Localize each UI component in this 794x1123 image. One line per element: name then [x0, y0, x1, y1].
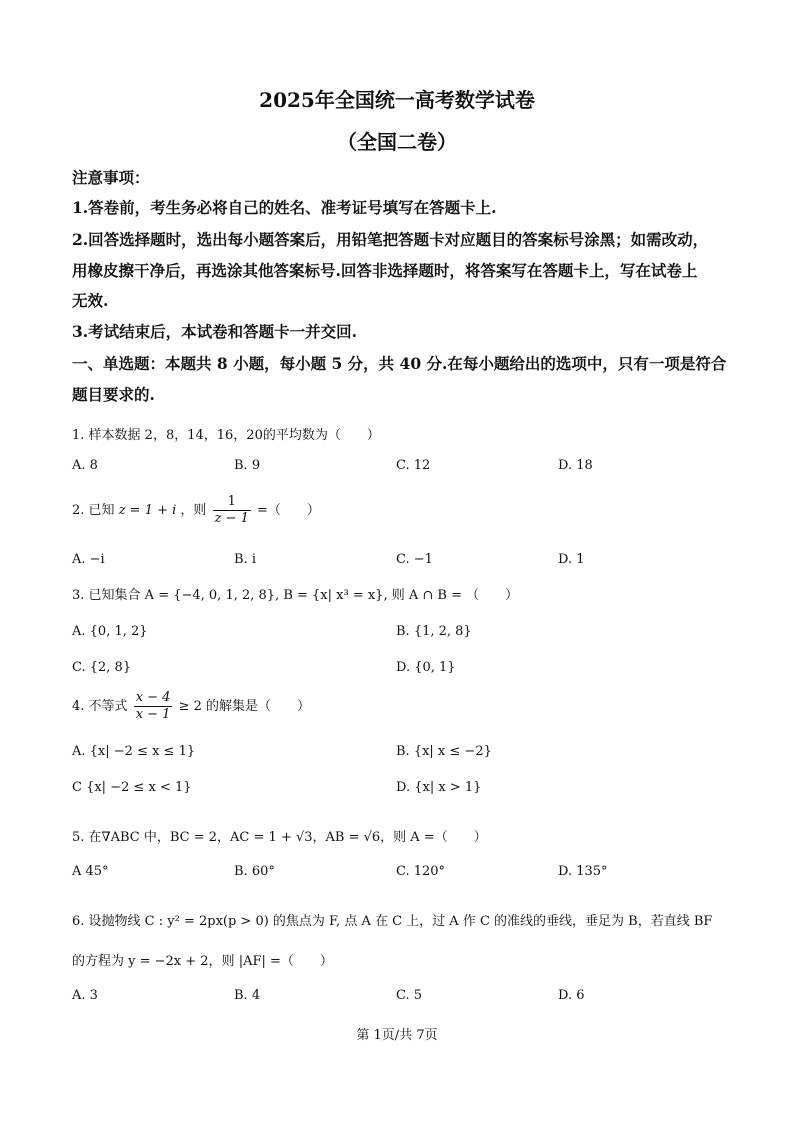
question-6-line2: 的方程为 y = −2x + 2，则 |AF| =（ ） [72, 954, 333, 969]
q2-option-d: D. 1 [558, 552, 585, 567]
q5-option-a: A 45° [72, 864, 109, 879]
q6-option-b: B. 4 [234, 988, 261, 1003]
q6-option-c: C. 5 [396, 988, 423, 1003]
q4-option-a: A. {x| −2 ≤ x ≤ 1} [72, 744, 196, 759]
q3-option-d: D. {0, 1} [396, 660, 456, 675]
q1-option-a: A. 8 [72, 458, 98, 473]
q1-option-b: B. 9 [234, 458, 261, 473]
q5-option-b: B. 60° [234, 864, 275, 879]
section1-line2: 题目要求的. [72, 385, 155, 404]
q2-option-a: A. −i [72, 552, 105, 567]
q4-option-b: B. {x| x ≤ −2} [396, 744, 492, 759]
q4-prefix: 4. 不等式 [72, 699, 128, 714]
note-3: 3.考试结束后，本试卷和答题卡一并交回. [72, 322, 358, 341]
q4-option-d: D. {x| x > 1} [396, 780, 482, 795]
question-1: 1. 样本数据 2，8，14，16，20的平均数为（ ） [72, 428, 380, 443]
note-1: 1.答卷前，考生务必将自己的姓名、准考证号填写在答题卡上. [72, 198, 497, 217]
page-footer: 第 1页/共 7页 [356, 1028, 438, 1043]
note-2-line3: 无效. [72, 291, 109, 310]
q2-mid: ，则 [180, 503, 207, 518]
page-subtitle: （全国二卷） [337, 130, 457, 154]
q6-option-d: D. 6 [558, 988, 585, 1003]
q5-option-d: D. 135° [558, 864, 608, 879]
q2-option-b: B. i [234, 552, 256, 567]
q4-suffix: ≥ 2 的解集是（ ） [178, 699, 311, 714]
question-4 [72, 690, 310, 723]
q3-option-c: C. {2, 8} [72, 660, 132, 675]
q3-option-a: A. {0, 1, 2} [72, 624, 148, 639]
q4-fraction-num: x − 4 [135, 690, 171, 705]
q2-suffix: =（ ） [257, 503, 320, 518]
question-2 [72, 494, 320, 527]
q2-prefix: 2. 已知 [72, 503, 115, 518]
q2-fraction-den: z − 1 [214, 511, 249, 526]
q2-z-def: z = 1 + i [118, 503, 177, 518]
q4-fraction-den: x − 1 [135, 707, 171, 722]
q2-fraction [213, 494, 251, 527]
q1-option-d: D. 18 [558, 458, 593, 473]
q3-option-b: B. {1, 2, 8} [396, 624, 472, 639]
note-2-line1: 2.回答选择题时，选出每小题答案后，用铅笔把答题卡对应题目的答案标号涂黑；如需改动， [72, 230, 709, 249]
page-title: 2025年全国统一高考数学试卷 [259, 88, 535, 112]
q2-option-c: C. −1 [396, 552, 433, 567]
q4-option-c: C {x| −2 ≤ x < 1} [72, 780, 192, 795]
question-3: 3. 已知集合 A = {−4, 0, 1, 2, 8}, B = {x| x³ = x}, 则 A ∩ B = （ ） [72, 588, 519, 603]
notes-heading: 注意事项： [72, 168, 150, 187]
q4-fraction [134, 690, 173, 723]
section1-line1: 一、单选题：本题共 8 小题，每小题 5 分，共 40 分.在每小题给出的选项中，只有一项是符合 [72, 354, 727, 373]
q2-fraction-num: 1 [213, 494, 251, 511]
note-2-line2: 用橡皮擦干净后，再选涂其他答案标号.回答非选择题时，将答案写在答题卡上，写在试卷上 [72, 261, 698, 280]
q5-option-c: C. 120° [396, 864, 446, 879]
q6-option-a: A. 3 [72, 988, 98, 1003]
question-6-line1: 6. 设抛物线 C : y² = 2px(p > 0) 的焦点为 F, 点 A 在 C 上，过 A 作 C 的准线的垂线，垂足为 B，若直线 BF [72, 914, 713, 929]
question-5: 5. 在∇ABC 中，BC = 2，AC = 1 + √3，AB = √6，则 A =（ ） [72, 830, 487, 845]
q1-option-c: C. 12 [396, 458, 431, 473]
